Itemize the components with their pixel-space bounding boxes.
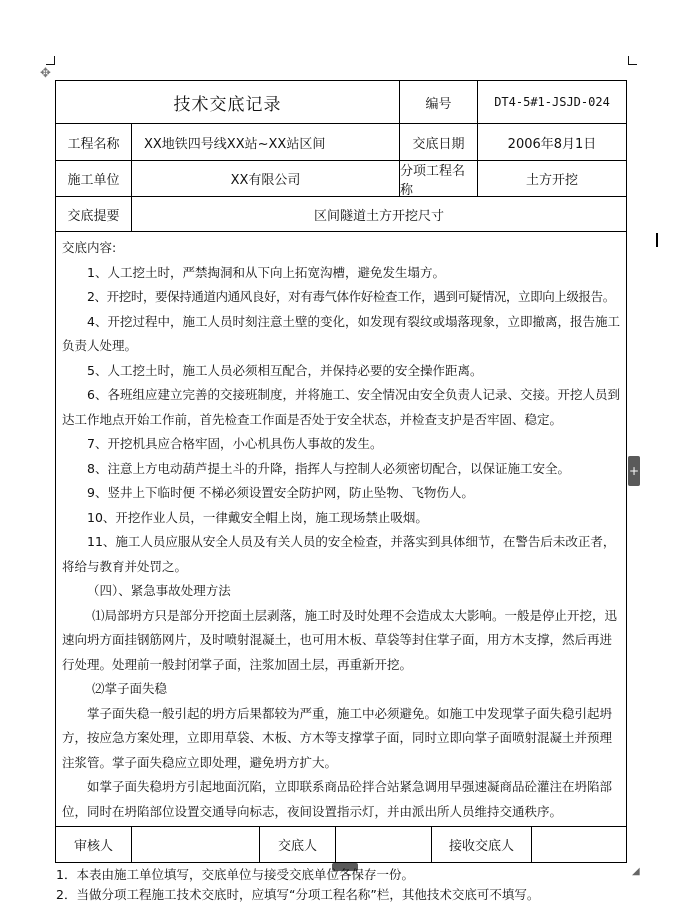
content-item: 9、竖井上下临时便 不梯必须设置安全防护网，防止坠物、飞物伤人。 (87, 485, 474, 500)
date-label: 交底日期 (400, 124, 478, 160)
note-line: 2．当做分项工程施工技术交底时，应填写“分项工程名称”栏，其他技术交底可不填写。 (56, 887, 540, 902)
project-row (56, 124, 626, 161)
unit-value: XX有限公司 (132, 161, 400, 196)
content-heading: 交底内容: (62, 240, 117, 255)
content-item: 2、开挖时，要保持通道内通风良好，对有毒气体作好检查工作，遇到可疑情况，立即向上级报告。 (87, 289, 615, 304)
disclosure-table (55, 80, 627, 863)
table-notes (56, 865, 539, 905)
discloser-label: 交底人 (260, 827, 336, 862)
signature-row (56, 827, 626, 862)
subproject-value: 土方开挖 (525, 173, 578, 188)
subsection-heading: ⑵掌子面失稳 (92, 681, 168, 696)
unit-label: 施工单位 (56, 161, 132, 196)
section-heading: （四）、紧急事故处理方法 (87, 583, 231, 598)
content-item: 8、注意上方电动葫芦提土斗的升降，指挥人与控制人必须密切配合，以保证施工安全。 (87, 460, 570, 476)
content-item: 4、开挖过程中，施工人员时刻注意土壁的变化，如发现有裂纹或塌落现象，立即撤离，报告施工负责人处理。 (62, 313, 620, 353)
summary-row (56, 197, 626, 232)
receiver-value (532, 827, 626, 862)
project-value: XX地铁四号线XX站~XX站区间 (132, 124, 400, 160)
code-value: DT4-5#1-JSJD-024 (494, 95, 610, 109)
add-column-handle-icon[interactable]: + (628, 456, 640, 486)
unit-row (56, 161, 626, 197)
crop-mark-top-right (628, 56, 637, 65)
reviewer-label: 审核人 (56, 827, 132, 862)
subsection-collapse: ⑴局部坍方只是部分开挖面土层剥落，施工时及时处理不会造成太大影响。一般是停止开挖，迅速向坍方面挂钢筋网片，及时喷射混凝土，也可用木板、草袋等封住掌子面，用方木支撑，然后再进行处理。处理前一般封闭掌子面，注浆加固土层，再重新开挖。 (62, 607, 618, 672)
content-item: 7、开挖机具应合格牢固，小心机具伤人事故的发生。 (87, 436, 383, 451)
text-cursor (656, 233, 658, 247)
code-label: 编号 (400, 81, 478, 123)
discloser-value (336, 827, 432, 862)
subsection-paragraph: 如掌子面失稳坍方引起地面沉陷，立即联系商品砼拌合站紧急调用早强速凝商品砼灌注在坍陷部位，同时在坍陷部位设置交通导向标志，夜间设置指示灯，并由派出所人员维持交通秩序。 (62, 779, 613, 819)
note-line: 1．本表由施工单位填写，交底单位与接受交底单位各保存一份。 (56, 867, 414, 882)
table-move-handle-icon[interactable]: ✥ (40, 66, 51, 81)
content-item: 1、人工挖土时，严禁掏洞和从下向上拓宽沟槽，避免发生塌方。 (87, 264, 445, 280)
table-resize-handle-icon[interactable]: ◢ (632, 866, 640, 877)
receiver-label: 接收交底人 (432, 827, 532, 862)
crop-mark-top-left (46, 56, 55, 65)
summary-label: 交底提要 (56, 197, 132, 231)
disclosure-content (56, 232, 626, 827)
title-cell (56, 81, 400, 123)
project-label: 工程名称 (56, 124, 132, 160)
title-row (56, 81, 626, 124)
subsection-paragraph: 掌子面失稳一般引起的坍方后果都较为严重，施工中必须避免。如施工中发现掌子面失稳引起坍方，按应急方案处理，立即用草袋、木板、方木等支撑掌子面，同时立即向掌子面喷射混凝土并预理注浆管。掌子面失稳应立即处理，避免坍方扩大。 (62, 705, 613, 770)
subproject-label: 分项工程名称 (400, 161, 478, 196)
summary-value: 区间隧道土方开挖尺寸 (313, 208, 444, 224)
content-item: 10、开挖作业人员，一律戴安全帽上岗，施工现场禁止吸烟。 (87, 509, 428, 525)
reviewer-value (132, 827, 260, 862)
date-value: 2006年8月1日 (507, 136, 597, 152)
content-item: 5、人工挖土时，施工人员必须相互配合，并保持必要的安全操作距离。 (87, 362, 483, 378)
content-item: 11、施工人员应服从安全人员及有关人员的安全检查，并落实到具体细节，在警告后未改正者，将给与教育并处罚之。 (62, 534, 616, 574)
content-item: 6、各班组应建立完善的交接班制度，并将施工、安全情况由安全负责人记录、交接。开挖人员到达工作地点开始工作前，首先检查工作面是否处于安全状态，并检查支护是否牢固、稳定。 (62, 387, 620, 427)
page-title: 技术交底记录 (173, 94, 282, 115)
